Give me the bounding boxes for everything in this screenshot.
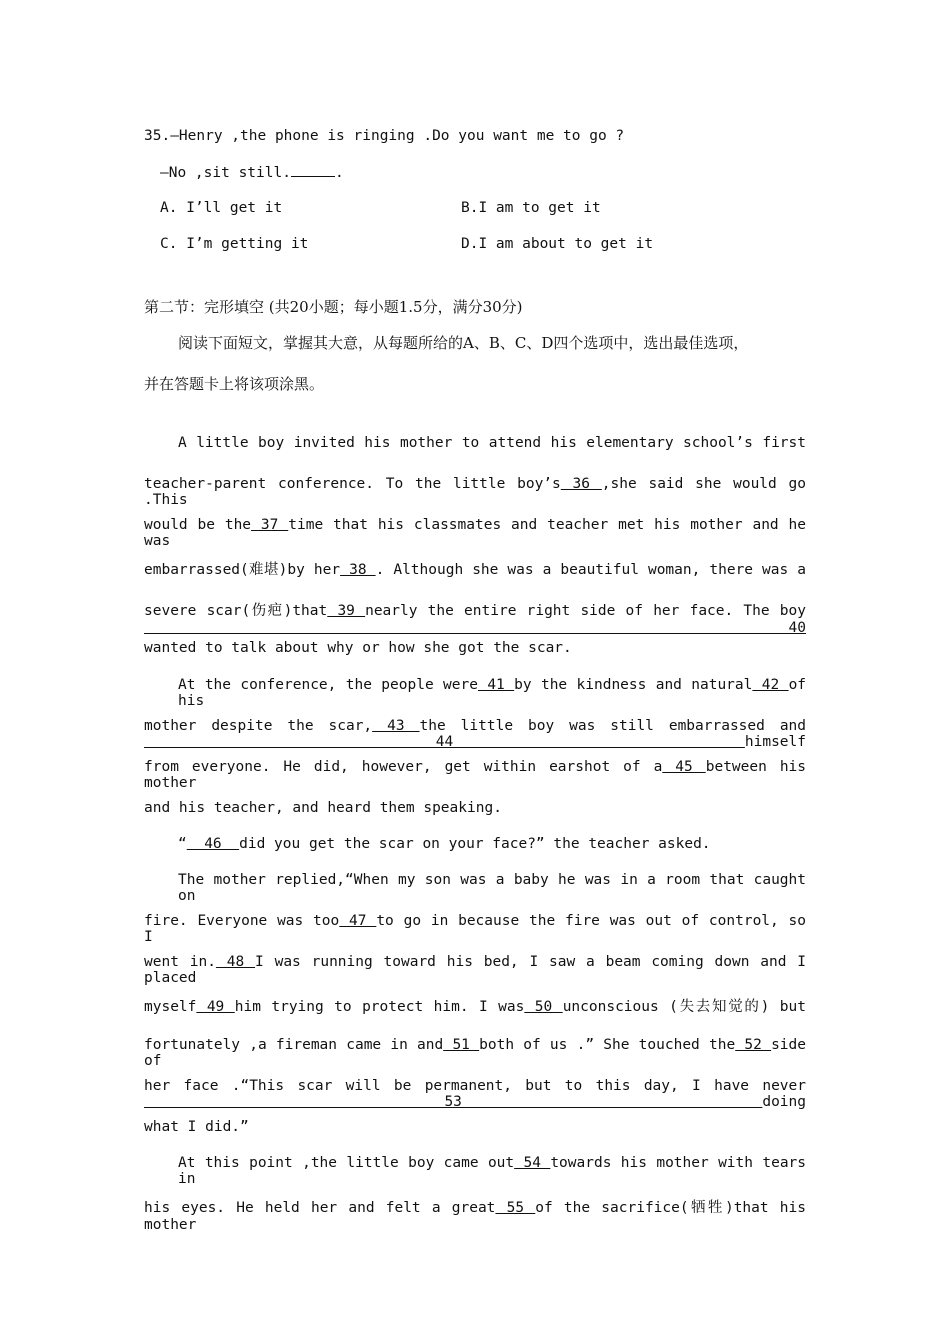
option-d: D.I am about to get it [461,236,654,252]
option-a: A. I’ll get it [160,200,283,216]
passage-line: and his teacher, and heard them speaking. [144,800,502,816]
blank-37: 37 [251,517,289,533]
blank-38: 38 [340,562,376,578]
blank-41: 41 [477,677,515,693]
passage-line: his eyes. He held her and felt a great 55 of the sacrifice(牺牲)that his mother [144,1200,806,1233]
passage-line: what I did.” [144,1119,249,1135]
option-c: C. I’m getting it [160,236,309,252]
blank-50: 50 [524,999,563,1015]
blank-52: 52 [735,1037,772,1053]
blank-36: 36 [560,476,602,492]
question-35-reply [160,164,344,181]
blank-40: 40 [144,620,806,636]
blank-46: 46 [186,836,240,852]
blank-39: 39 [327,603,366,619]
section-instruction-cont: 并在答题卡上将该项涂黑。 [144,375,325,393]
question-35-stem: 35.—Henry ,the phone is ringing .Do you want me to go ? [144,128,625,144]
passage-line: would be the 37 time that his classmates and teacher met his mother and he was [144,517,806,549]
blank-49: 49 [196,999,235,1015]
blank-53: 53 [144,1094,763,1110]
answer-blank [291,164,335,177]
passage-line: fire. Everyone was too 47 to go in because the fire was out of control, so I [144,913,807,945]
option-b: B.I am to get it [461,200,601,216]
passage-line: At the conference, the people were 41 by the kindness and natural 42 of his [178,677,807,709]
passage-line: mother despite the scar, 43 the little boy was still embarrassed and 44 himself [144,718,807,750]
passage-line: went in. 48 I was running toward his bed, I saw a beam coming down and I placed [144,954,806,986]
section-title: 第二节：完形填空 (共20小题；每小题1.5分，满分30分) [144,298,523,316]
blank-44: 44 [144,734,745,750]
passage-line: her face .“This scar will be permanent, but to this day, I have never 53 doing [144,1078,806,1110]
blank-48: 48 [215,954,256,970]
blank-43: 43 [372,718,420,734]
blank-51: 51 [443,1037,480,1053]
passage-line: fortunately ,a fireman came in and 51 both of us .” She touched the 52 side of [144,1037,806,1069]
passage-line: wanted to talk about why or how she got the scar. [144,640,572,656]
reply-end: . [334,165,344,181]
passage-line: myself 49 him trying to protect him. I was 50 unconscious (失去知觉的) but [144,999,806,1015]
passage-line: “ 46 did you get the scar on your face?” the teacher asked. [178,836,711,852]
passage-line: severe scar(伤疤)that 39 nearly the entire right side of her face. The boy 40 [144,603,806,636]
blank-45: 45 [662,759,706,775]
blank-47: 47 [339,913,377,929]
passage-line: embarrassed(难堪)by her 38 . Although she was a beautiful woman, there was a [144,562,806,578]
section-instruction: 阅读下面短文，掌握其大意，从每题所给的A、B、C、D四个选项中，选出最佳选项， [178,334,749,352]
passage-line: teacher-parent conference. To the little boy’s 36 ,she said she would go .This [144,476,806,508]
passage-line: from everyone. He did, however, get within earshot of a 45 between his mother [144,759,807,791]
reply-text: —No ,sit still. [160,165,291,181]
passage-line: At this point ,the little boy came out 54 towards his mother with tears in [178,1155,807,1187]
passage-line: The mother replied,“When my son was a baby he was in a room that caught on [178,872,806,904]
blank-42: 42 [752,677,789,693]
blank-55: 55 [495,1200,536,1216]
passage-line: A little boy invited his mother to attend his elementary school’s first [178,435,806,451]
blank-54: 54 [514,1155,551,1171]
